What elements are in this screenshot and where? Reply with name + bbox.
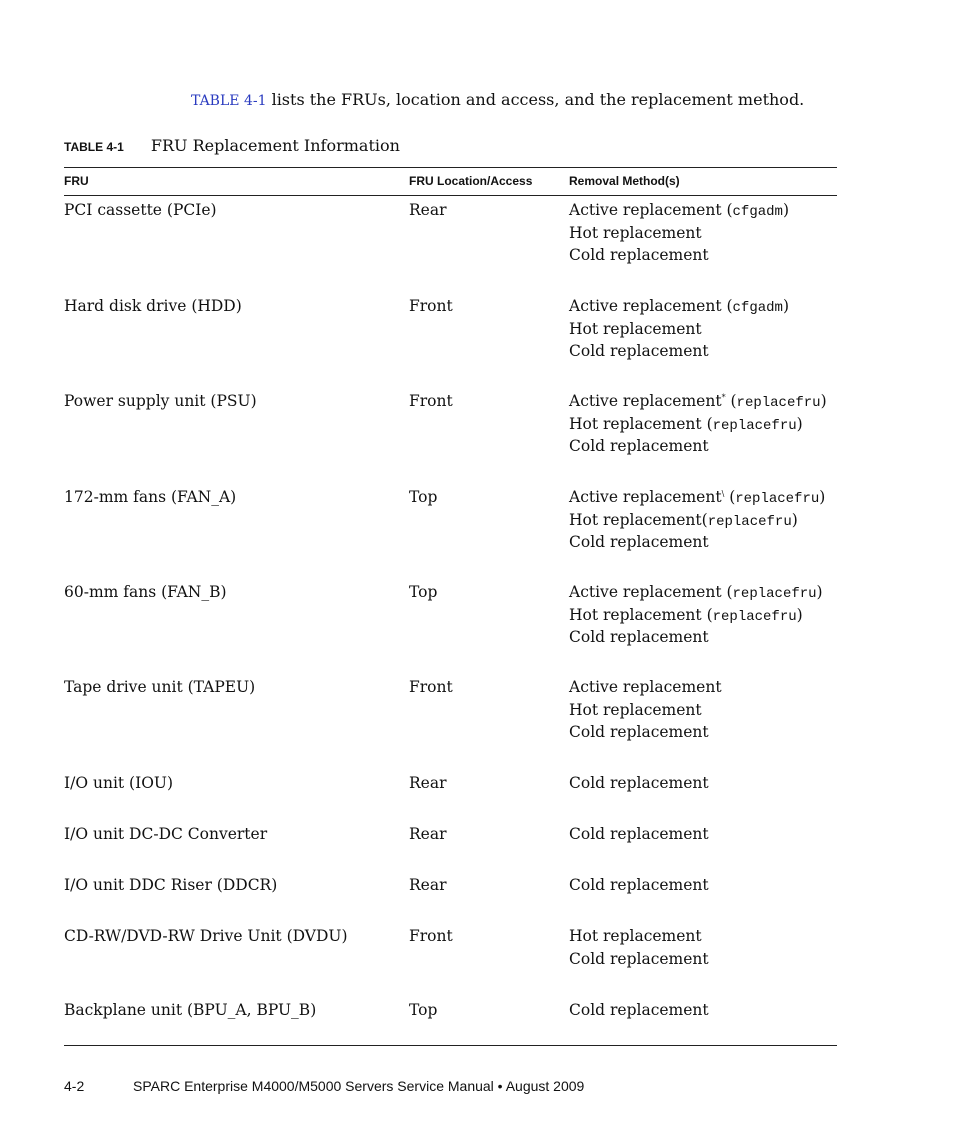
fru-name: I/O unit (IOU) — [64, 774, 174, 792]
fru-name: 172-mm fans (FAN_A) — [64, 488, 237, 506]
fru-name: 60-mm fans (FAN_B) — [64, 583, 227, 601]
removal-method — [569, 676, 722, 699]
table-reference-link[interactable]: TABLE 4-1 — [191, 93, 267, 109]
fru-location: Top — [409, 488, 438, 506]
removal-method — [569, 999, 709, 1022]
method-text: Cold replacement — [569, 949, 709, 968]
method-text: Cold replacement — [569, 1001, 709, 1019]
removal-method — [569, 721, 722, 744]
method-text: Cold replacement — [569, 437, 709, 455]
removal-methods — [569, 486, 825, 554]
method-text: Active replacement — [569, 392, 722, 410]
method-text: ) — [820, 392, 827, 410]
method-text: ) — [782, 201, 790, 219]
method-text: ) — [819, 488, 826, 506]
removal-method — [569, 626, 823, 649]
fru-name: CD-RW/DVD-RW Drive Unit (DVDU) — [64, 927, 348, 945]
table-caption — [64, 136, 400, 155]
fru-location: Front — [409, 297, 453, 315]
removal-method — [569, 318, 789, 341]
removal-method — [569, 199, 789, 222]
table-bottom-rule — [64, 1045, 837, 1046]
fru-location: Rear — [409, 876, 447, 894]
removal-method — [569, 413, 827, 436]
method-text: Cold replacement — [569, 246, 709, 264]
header-fru: FRU — [64, 174, 89, 188]
removal-methods — [569, 581, 823, 649]
removal-method — [569, 874, 709, 897]
removal-method — [569, 435, 827, 458]
removal-method — [569, 531, 825, 554]
fru-location: Rear — [409, 825, 447, 843]
method-text: Active replacement ( — [569, 297, 733, 315]
footer-text: SPARC Enterprise M4000/M5000 Servers Service Manual • August 2009 — [133, 1078, 585, 1094]
method-text: Hot replacement ( — [569, 414, 713, 433]
method-text: Cold replacement — [569, 876, 709, 894]
command-name: replacefru — [712, 608, 797, 625]
fru-location: Top — [409, 583, 438, 601]
header-location: FRU Location/Access — [409, 174, 533, 188]
method-text: ) — [796, 414, 803, 433]
method-text: Active replacement — [569, 488, 722, 506]
method-text: Active replacement ( — [569, 201, 733, 219]
fru-location: Front — [409, 678, 453, 696]
command-name: replacefru — [735, 491, 820, 507]
method-text: Active replacement ( — [569, 583, 733, 601]
removal-method — [569, 390, 827, 413]
removal-methods — [569, 676, 722, 744]
removal-methods — [569, 874, 709, 897]
fru-name: Hard disk drive (HDD) — [64, 297, 242, 315]
method-text: Cold replacement — [569, 533, 709, 551]
method-text: Hot replacement — [569, 927, 702, 945]
method-text: Hot replacement — [569, 319, 702, 338]
header-method: Removal Method(s) — [569, 174, 680, 188]
method-text: ( — [725, 392, 737, 410]
fru-location: Rear — [409, 201, 447, 219]
removal-method — [569, 486, 825, 509]
removal-method — [569, 295, 789, 318]
method-text: Cold replacement — [569, 342, 709, 360]
fru-name: I/O unit DDC Riser (DDCR) — [64, 876, 278, 894]
fru-name: Backplane unit (BPU_A, BPU_B) — [64, 1001, 317, 1019]
table-number: TABLE 4-1 — [64, 140, 124, 154]
fru-name: I/O unit DC-DC Converter — [64, 825, 268, 843]
fru-name: Tape drive unit (TAPEU) — [64, 678, 256, 696]
fru-location: Rear — [409, 774, 447, 792]
removal-method — [569, 509, 825, 532]
table-top-rule — [64, 167, 837, 168]
removal-methods — [569, 199, 789, 267]
method-text: ) — [816, 583, 823, 601]
command-name: replacefru — [732, 586, 817, 602]
method-text: ( — [724, 488, 736, 506]
method-text: Hot replacement — [569, 223, 702, 242]
removal-method — [569, 925, 709, 948]
intro-text: lists the FRUs, location and access, and the replacement method. — [266, 90, 805, 109]
table-header-rule — [64, 195, 837, 196]
method-text: Hot replacement( — [569, 510, 708, 529]
removal-methods — [569, 823, 709, 846]
table-title: FRU Replacement Information — [150, 136, 400, 155]
command-name: replacefru — [707, 513, 792, 530]
method-text: Cold replacement — [569, 774, 709, 792]
removal-method — [569, 581, 823, 604]
method-text: Cold replacement — [569, 628, 709, 646]
removal-methods — [569, 999, 709, 1022]
removal-methods — [569, 772, 709, 795]
command-name: cfgadm — [732, 300, 783, 316]
method-text: ) — [782, 297, 790, 315]
method-text: Cold replacement — [569, 723, 709, 741]
removal-method — [569, 823, 709, 846]
removal-method — [569, 604, 823, 627]
command-name: replacefru — [736, 395, 821, 411]
removal-method — [569, 340, 789, 363]
removal-method — [569, 948, 709, 971]
footnote-marker: * — [721, 392, 726, 402]
removal-method — [569, 699, 722, 722]
removal-methods — [569, 925, 709, 970]
method-text: Hot replacement — [569, 700, 702, 719]
command-name: cfgadm — [732, 204, 783, 220]
removal-methods — [569, 390, 827, 458]
intro-paragraph — [191, 90, 804, 109]
method-text: Cold replacement — [569, 825, 709, 843]
fru-name: Power supply unit (PSU) — [64, 392, 257, 410]
fru-location: Top — [409, 1001, 438, 1019]
removal-method — [569, 244, 789, 267]
command-name: replacefru — [712, 417, 797, 434]
fru-name: PCI cassette (PCIe) — [64, 201, 217, 219]
fru-location: Front — [409, 392, 453, 410]
fru-location: Front — [409, 927, 453, 945]
footnote-marker: \ — [721, 488, 725, 498]
method-text: Active replacement — [569, 678, 722, 696]
method-text: ) — [796, 605, 803, 624]
removal-method — [569, 222, 789, 245]
removal-method — [569, 772, 709, 795]
method-text: ) — [791, 510, 798, 529]
method-text: Hot replacement ( — [569, 605, 713, 624]
removal-methods — [569, 295, 789, 363]
page-number: 4-2 — [64, 1078, 85, 1094]
